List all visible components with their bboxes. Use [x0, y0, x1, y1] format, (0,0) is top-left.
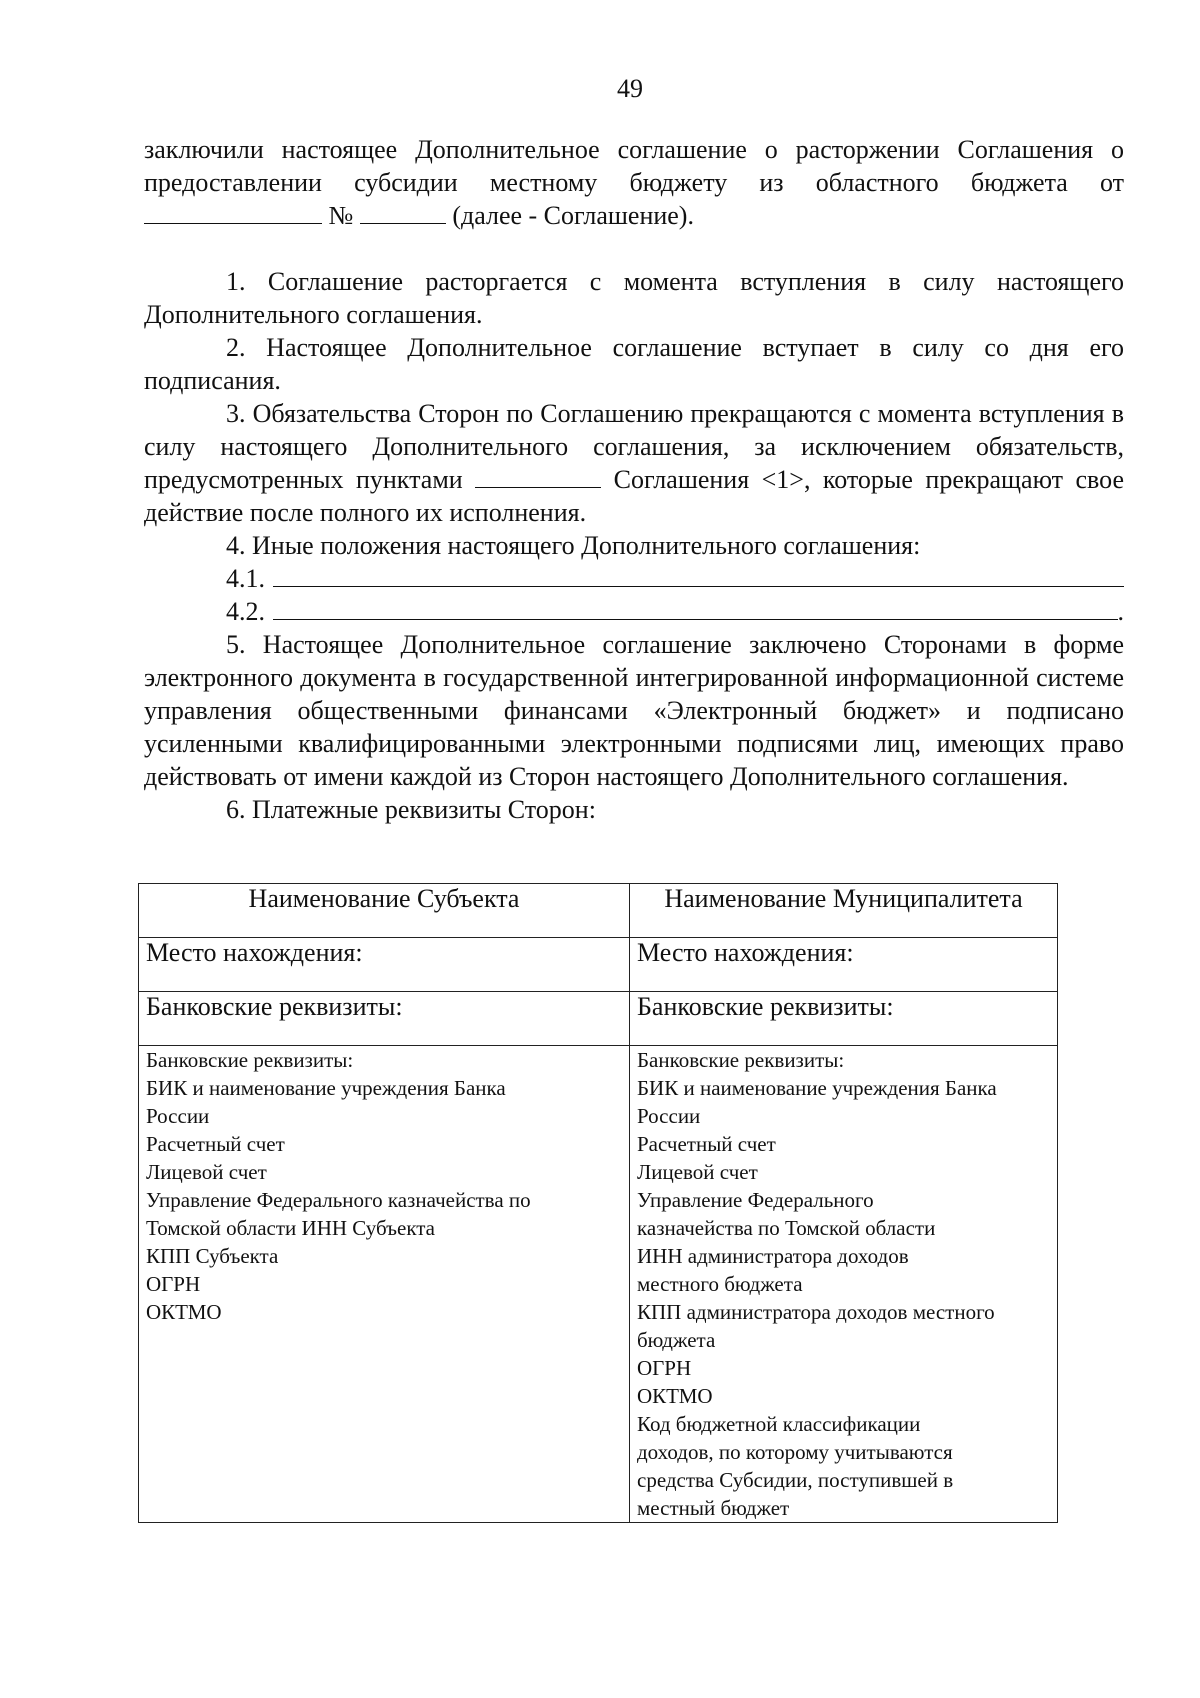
details-row	[139, 1046, 1058, 1523]
page-number: 49	[617, 74, 643, 103]
clause-1: 1. Соглашение расторгается с момента вступления в силу настоящего Дополнительного соглашения.	[144, 267, 1124, 329]
details-line: средства Субсидии, поступившей в	[637, 1468, 954, 1492]
municipality-location: Место нахождения:	[630, 938, 1058, 992]
municipality-bank: Банковские реквизиты:	[630, 992, 1058, 1046]
details-line: Банковские реквизиты:	[637, 1048, 845, 1072]
details-line: Томской области ИНН Субъекта	[146, 1216, 436, 1240]
table-header-row	[139, 884, 1058, 938]
header-municipality: Наименование Муниципалитета	[630, 884, 1058, 938]
details-line: БИК и наименование учреждения Банка	[146, 1076, 506, 1100]
clause-4-1-label: 4.1.	[226, 564, 265, 593]
payment-details-table	[138, 883, 1058, 1523]
clause-4-2-blank	[273, 597, 1118, 620]
details-line: КПП администратора доходов местного	[637, 1300, 995, 1324]
details-line: Расчетный счет	[637, 1132, 776, 1156]
date-blank	[144, 201, 322, 224]
intro-tail: (далее - Соглашение).	[452, 201, 694, 230]
details-line: ИНН администратора доходов	[637, 1244, 909, 1268]
subject-details	[139, 1046, 630, 1523]
header-subject: Наименование Субъекта	[139, 884, 630, 938]
details-line: Лицевой счет	[146, 1160, 267, 1184]
subject-bank: Банковские реквизиты:	[139, 992, 630, 1046]
details-line: Банковские реквизиты:	[146, 1048, 354, 1072]
details-line: казначейства по Томской области	[637, 1216, 936, 1240]
clause-4: 4. Иные положения настоящего Дополнительного соглашения:	[226, 531, 921, 560]
details-line: местный бюджет	[637, 1496, 790, 1520]
details-line: Расчетный счет	[146, 1132, 285, 1156]
clause-2: 2. Настоящее Дополнительное соглашение вступает в силу со дня его подписания.	[144, 333, 1124, 395]
clause-3-start: 3. Обязательства Сторон по Соглашению прекращаются с момента вступления в силу настоящего Дополнительного соглашения, за исключением обязательств, предусмотренных пунктами	[144, 399, 1124, 494]
number-sign: №	[328, 201, 354, 230]
details-line: ОГРН	[146, 1272, 201, 1296]
details-line: ОГРН	[637, 1356, 692, 1380]
subject-location: Место нахождения:	[139, 938, 630, 992]
clause-3-end: Соглашения <1>, которые прекращают свое действие после полного их исполнения.	[144, 465, 1124, 527]
details-line: Управление Федерального казначейства по	[146, 1188, 531, 1212]
clause-6: 6. Платежные реквизиты Сторон:	[226, 795, 596, 824]
intro-paragraph	[144, 133, 1124, 232]
details-line: местного бюджета	[637, 1272, 803, 1296]
details-line: ОКТМО	[146, 1300, 222, 1324]
clause-3	[144, 397, 1124, 529]
details-line: Код бюджетной классификации	[637, 1412, 921, 1436]
municipality-details	[630, 1046, 1058, 1523]
clause-4-1	[144, 562, 1124, 595]
clause-4-1-blank	[273, 564, 1124, 587]
details-line: России	[146, 1104, 210, 1128]
clauses-blank	[475, 465, 601, 488]
clause-5: 5. Настоящее Дополнительное соглашение заключено Сторонами в форме электронного документа в государственной интегрированной информационной системе управления общественными финансами «Электронный бюджет» и подписано усиленными квалифицированными электронными подписями лиц, имеющих право действовать от имени каждой из Сторон настоящего Дополнительного соглашения.	[144, 630, 1124, 791]
details-line: КПП Субъекта	[146, 1244, 279, 1268]
clause-4-2-label: 4.2.	[226, 597, 265, 626]
details-line: доходов, по которому учитываются	[637, 1440, 953, 1464]
details-line: бюджета	[637, 1328, 716, 1352]
location-row	[139, 938, 1058, 992]
number-blank	[360, 201, 446, 224]
clause-4-2-period: .	[1117, 597, 1124, 626]
bank-row	[139, 992, 1058, 1046]
agreement-body	[144, 133, 1124, 826]
details-line: Управление Федерального	[637, 1188, 874, 1212]
intro-text: заключили настоящее Дополнительное соглашение о расторжении Соглашения о предоставлении субсидии местному бюджету из областного бюджета от	[144, 135, 1124, 197]
details-line: Лицевой счет	[637, 1160, 758, 1184]
clause-4-2	[144, 595, 1124, 628]
details-line: ОКТМО	[637, 1384, 713, 1408]
details-line: России	[637, 1104, 701, 1128]
details-line: БИК и наименование учреждения Банка	[637, 1076, 997, 1100]
